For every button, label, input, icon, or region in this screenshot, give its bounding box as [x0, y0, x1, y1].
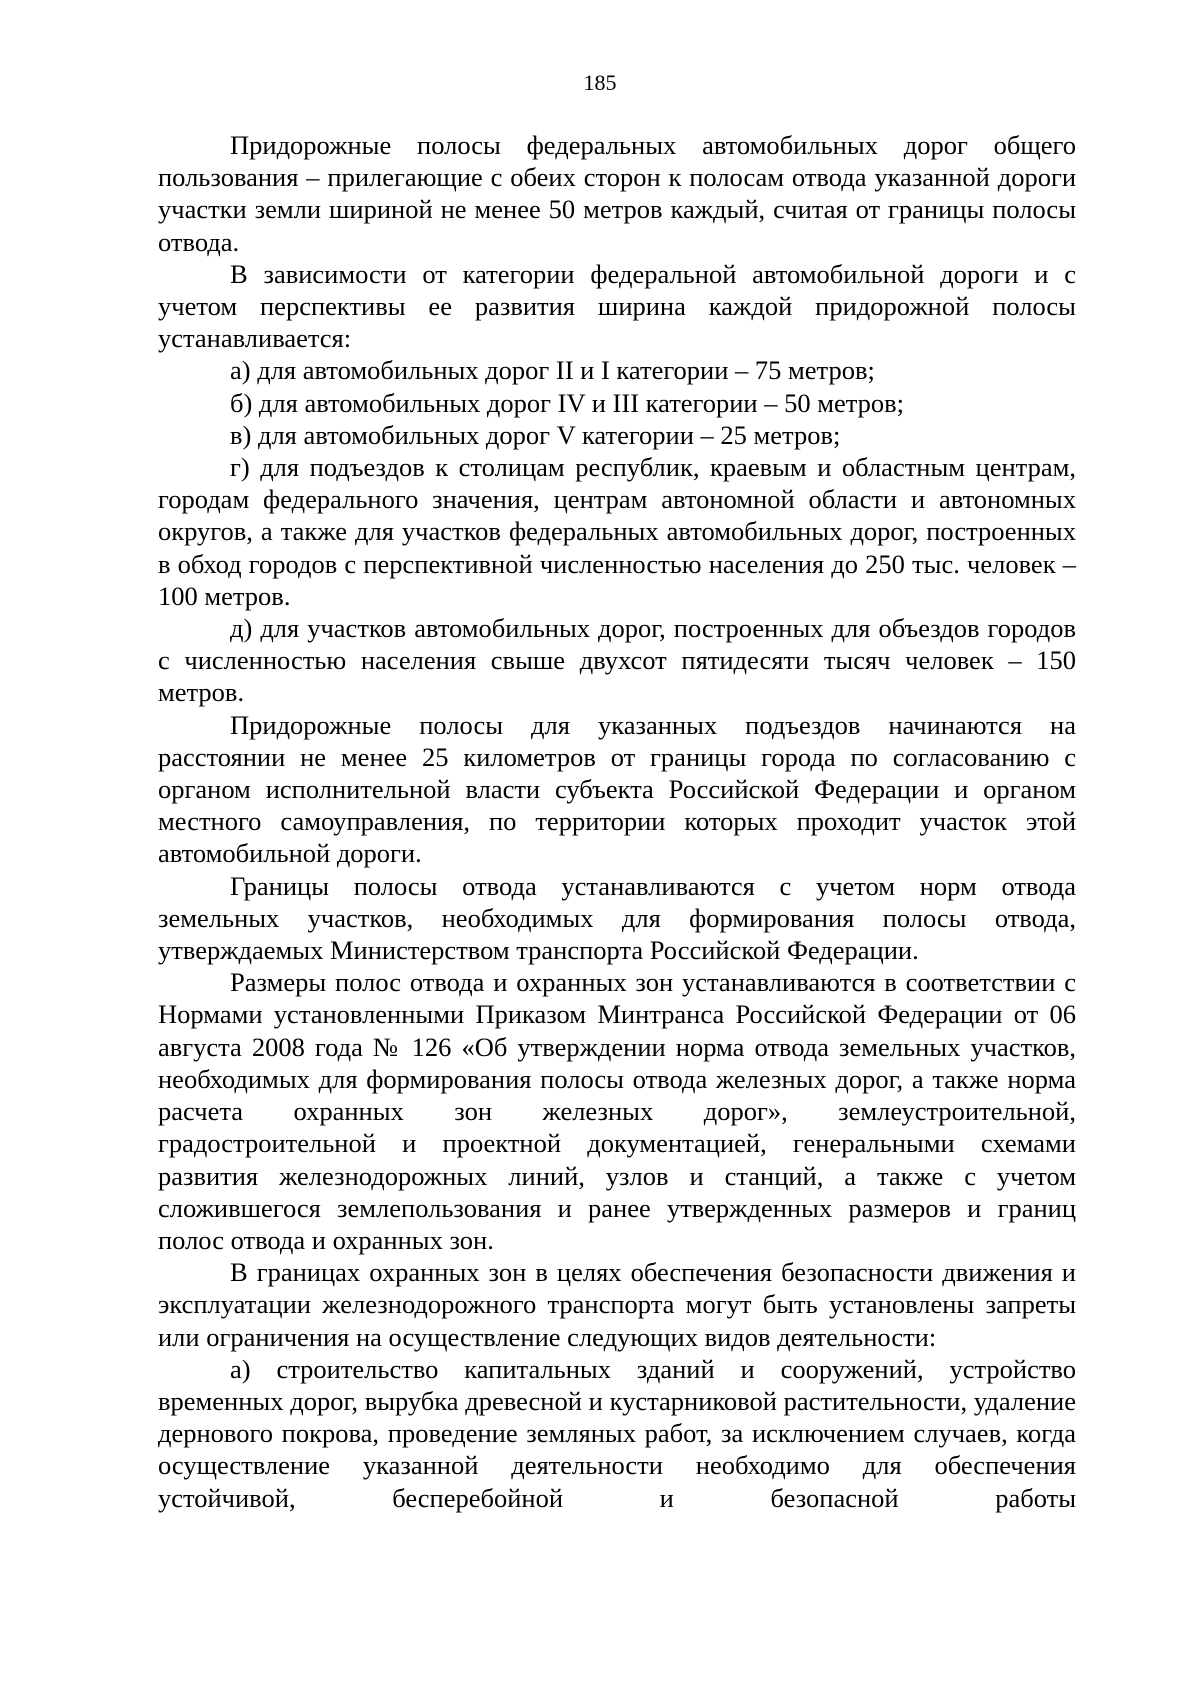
- list-item-a-category-1-2: а) для автомобильных дорог II и I категории – 75 метров;: [230, 355, 875, 386]
- document-body: [158, 129, 1076, 1514]
- list-item-g-approaches: г) для подъездов к столицам республик, краевым и областным центрам, городам федерального значения, центрам автономной области и автономных округов, а также для участков федеральных автомобильных дорог, построенных в обход городов с перспективной численностью населения до 250 тыс. человек – 100 метров.: [158, 452, 1076, 611]
- list-item-a-construction-restrictions: а) строительство капитальных зданий и сооружений, устройство временных дорог, вырубка древесной и кустарниковой растительности, удаление дернового покрова, проведение земляных работ, за исключением случаев, когда осуществление указанной деятельности необходимо для обеспечения устойчивой, бесперебойной и безопасной работы: [158, 1353, 1076, 1513]
- paragraph-sizes-of-zones: Размеры полос отвода и охранных зон устанавливаются в соответствии с Нормами установленными Приказом Минтранса Российской Федерации от 06 августа 2008 года № 126 «Об утверждении норма отвода земельных участков, необходимых для формирования полосы отвода железных дорог, а также норма расчета охранных зон железных дорог», землеустроительной, градостроительной и проектной документацией, генеральными схемами развития железнодорожных линий, узлов и станций, а также с учетом сложившегося землепользования и ранее утвержденных размеров и границ полос отвода и охранных зон.: [158, 967, 1076, 1255]
- paragraph-roadside-strips-definition: Придорожные полосы федеральных автомобильных дорог общего пользования – прилегающие с обеих сторон к полосам отвода указанной дороги участки земли шириной не менее 50 метров каждый, считая от границы полосы отвода.: [158, 130, 1076, 257]
- list-item-v-category-5: в) для автомобильных дорог V категории – 25 метров;: [230, 419, 841, 450]
- list-item-d-bypasses: д) для участков автомобильных дорог, построенных для объездов городов с численностью населения свыше двухсот пятидесяти тысяч человек – 150 метров.: [158, 613, 1076, 708]
- paragraph-strip-width-intro: В зависимости от категории федеральной автомобильной дороги и с учетом перспективы ее развития ширина каждой придорожной полосы устанавливается:: [158, 258, 1076, 354]
- list-item-b-category-3-4: б) для автомобильных дорог IV и III категории – 50 метров;: [230, 387, 905, 418]
- paragraph-right-of-way-boundaries: Границы полосы отвода устанавливаются с учетом норм отвода земельных участков, необходимых для формирования полосы отвода, утверждаемых Министерством транспорта Российской Федерации.: [158, 870, 1076, 966]
- paragraph-approach-strips-start: Придорожные полосы для указанных подъездов начинаются на расстоянии не менее 25 километров от границы города по согласованию с органом исполнительной власти субъекта Российской Федерации и органом местного самоуправления, по территории которых проходит участок этой автомобильной дороги.: [158, 709, 1076, 869]
- paragraph-protected-zone-restrictions: В границах охранных зон в целях обеспечения безопасности движения и эксплуатации железнодорожного транспорта могут быть установлены запреты или ограничения на осуществление следующих видов деятельности:: [158, 1257, 1076, 1352]
- page-number: 185: [583, 70, 617, 95]
